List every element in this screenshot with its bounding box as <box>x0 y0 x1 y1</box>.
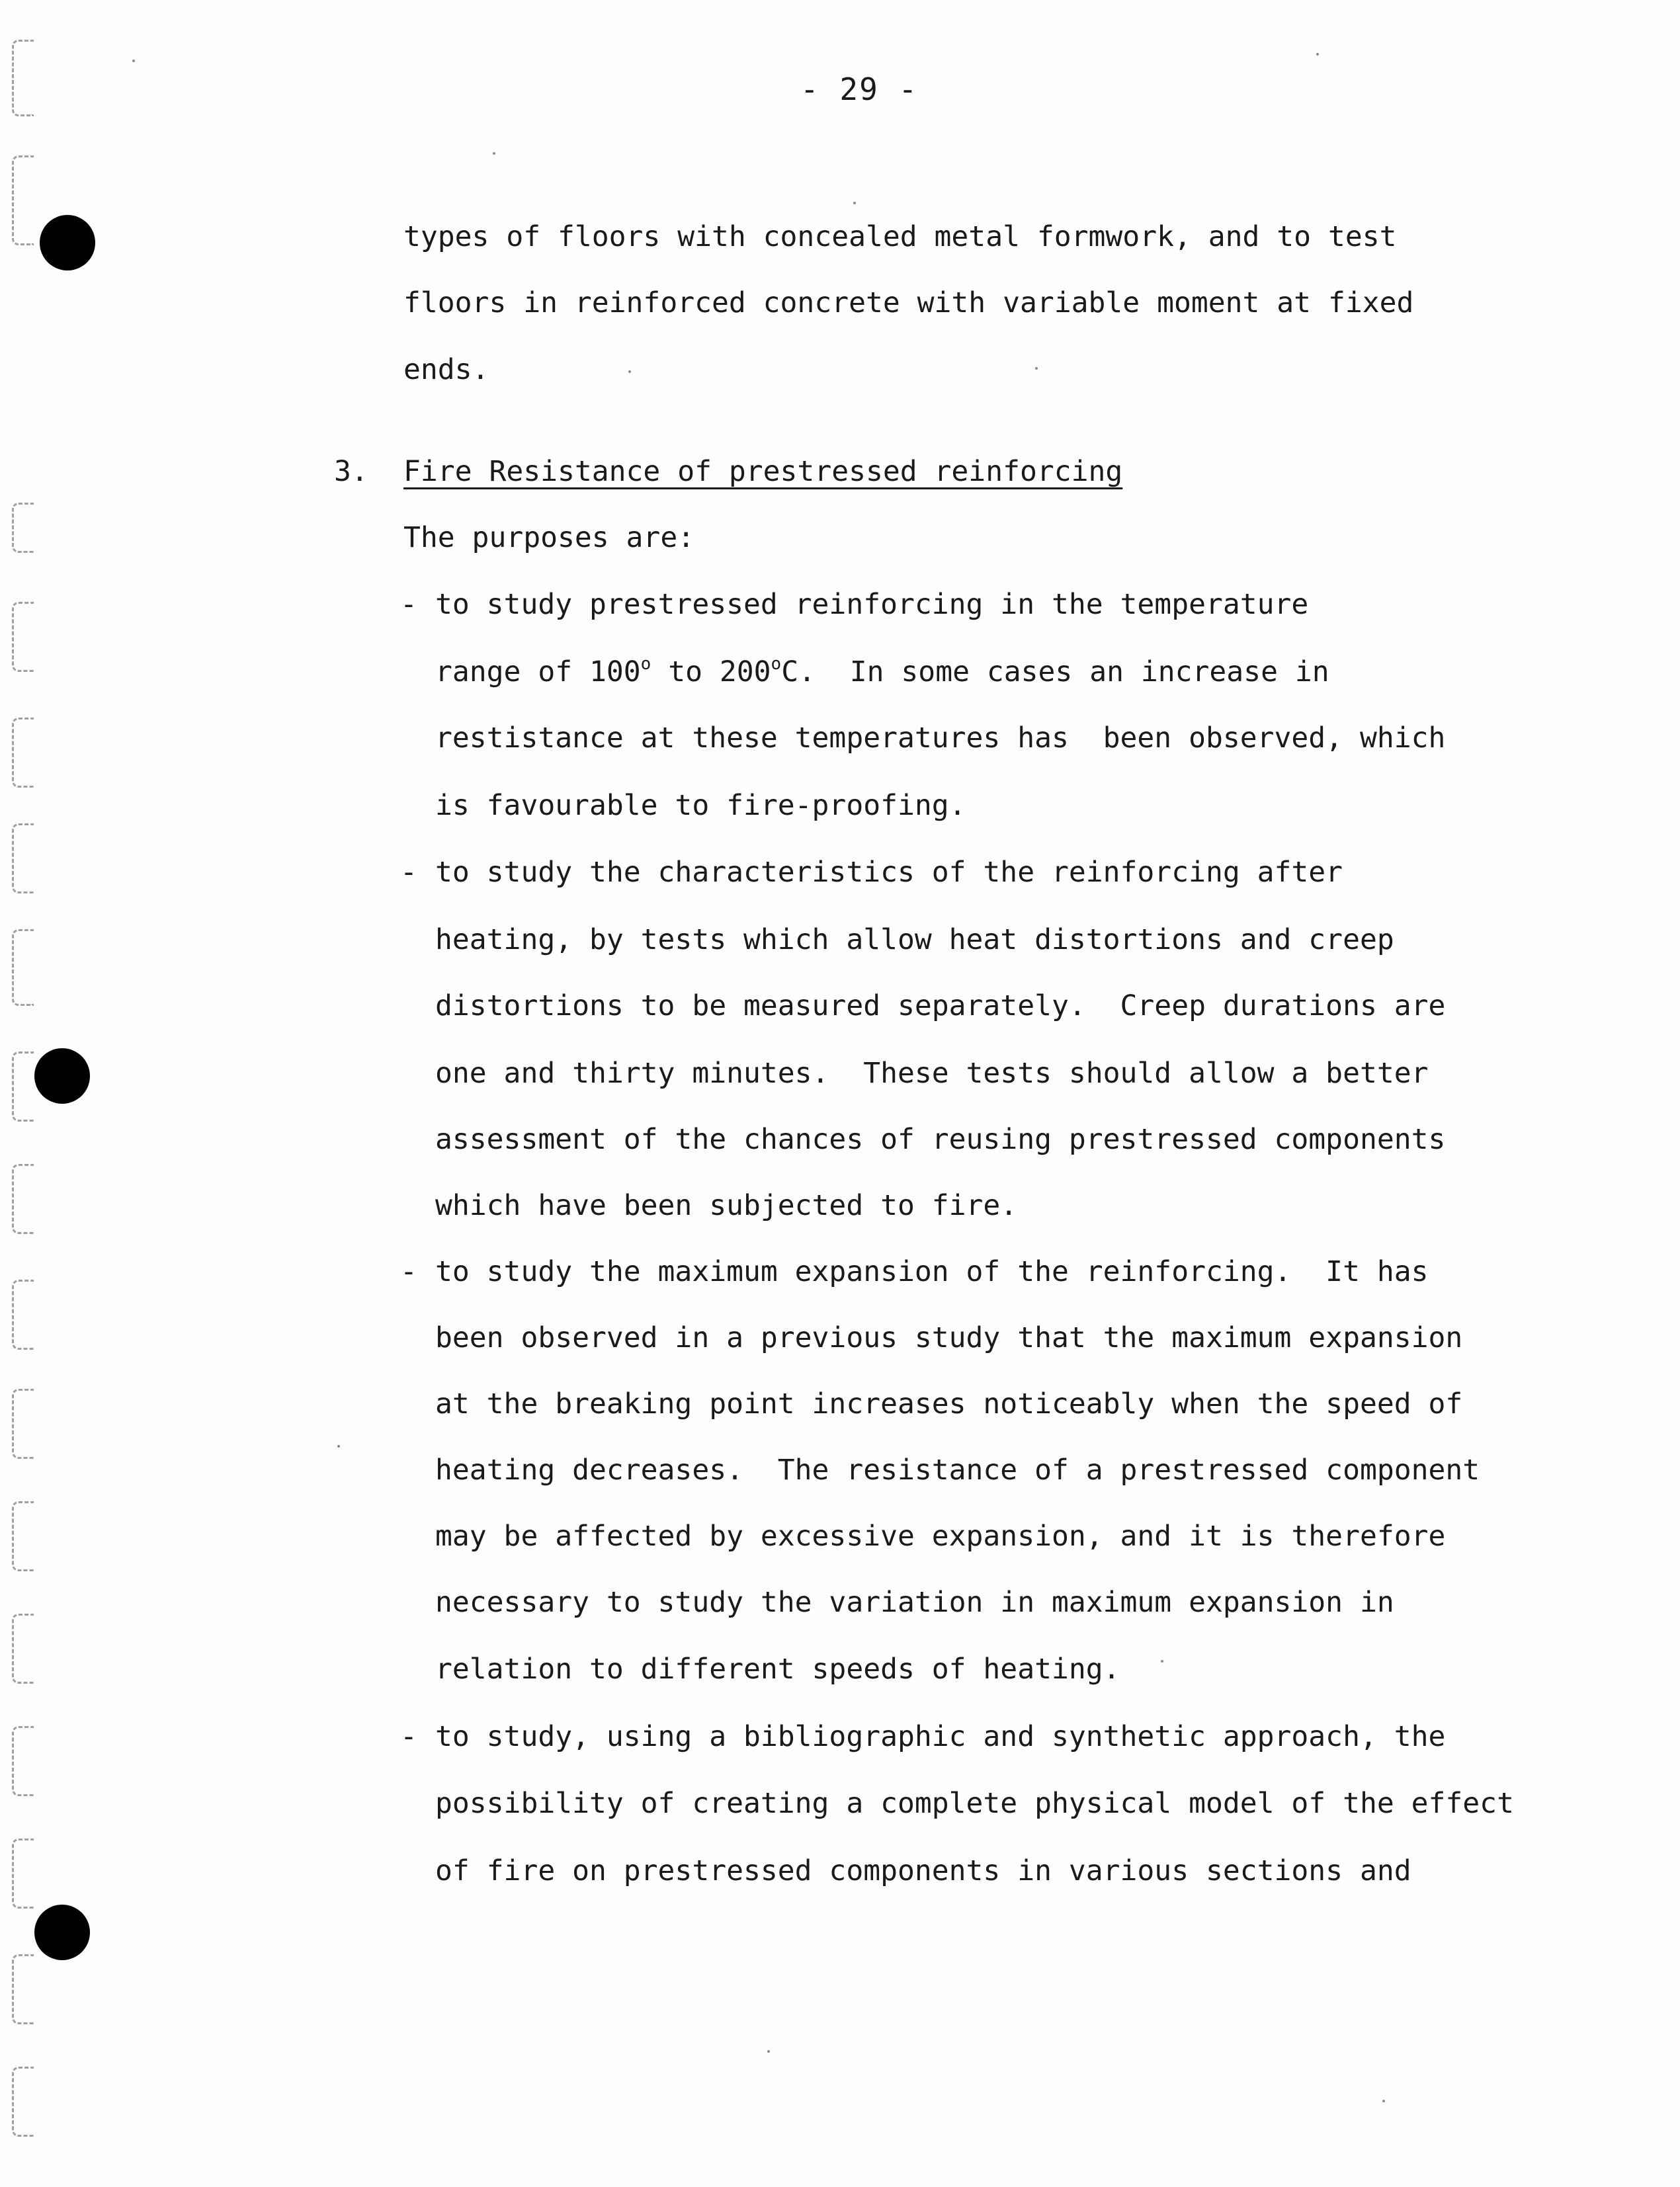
bullet-line: heating decreases. The resistance of a prestressed component <box>435 1454 1480 1487</box>
punch-hole-middle <box>34 1048 90 1104</box>
section-number: 3. <box>334 455 368 488</box>
scan-speck <box>853 202 856 204</box>
binder-mark <box>12 1501 34 1571</box>
bullet-line: of fire on prestressed components in various sections and <box>435 1854 1411 1887</box>
bullet-line: to study, using a bibliographic and synthetic approach, the <box>435 1720 1446 1753</box>
binder-mark <box>12 929 34 1006</box>
bullet-line: which have been subjected to fire. <box>435 1189 1018 1222</box>
bullet-line: at the breaking point increases noticeably when the speed of <box>435 1387 1463 1421</box>
binder-mark <box>12 1838 34 1909</box>
scan-speck <box>1161 1660 1163 1663</box>
bullet-line: to study prestressed reinforcing in the temperature <box>435 588 1309 621</box>
punch-hole-top <box>40 215 95 270</box>
binder-mark <box>12 40 34 116</box>
bullet-marker: - <box>400 856 417 889</box>
bullet-line: possibility of creating a complete physical model of the effect <box>435 1787 1514 1820</box>
scan-speck <box>132 60 135 62</box>
scan-speck <box>1382 2100 1385 2102</box>
bullet-line: may be affected by excessive expansion, and it is therefore <box>435 1520 1446 1553</box>
bullet-marker: - <box>400 588 417 621</box>
bullet-line: necessary to study the variation in maximum expansion in <box>435 1586 1394 1619</box>
scan-speck <box>1316 53 1319 56</box>
section-title: Fire Resistance of prestressed reinforcing <box>403 455 1123 488</box>
binder-mark <box>12 1280 34 1350</box>
binder-mark <box>12 718 34 788</box>
scan-speck <box>1035 367 1038 370</box>
binder-mark <box>12 1726 34 1796</box>
binder-mark <box>12 2067 34 2137</box>
bullet-line: heating, by tests which allow heat distortions and creep <box>435 923 1394 956</box>
degree-symbol: o <box>640 654 651 674</box>
bullet-line: distortions to be measured separately. Creep durations are <box>435 989 1446 1022</box>
scan-speck <box>337 1445 340 1448</box>
temperature-text: C. In some cases an increase in <box>781 655 1329 688</box>
binder-mark <box>12 823 34 893</box>
binder-mark <box>12 1389 34 1459</box>
bullet-line: is favourable to fire-proofing. <box>435 789 966 822</box>
bullet-marker: - <box>400 1255 417 1288</box>
binder-mark <box>12 155 34 245</box>
paragraph-line: types of floors with concealed metal formwork, and to test <box>403 220 1397 253</box>
binder-mark <box>12 602 34 672</box>
bullet-line: one and thirty minutes. These tests should allow a better <box>435 1057 1429 1090</box>
bullet-line: restistance at these temperatures has been observed, which <box>435 722 1446 755</box>
bullet-line: been observed in a previous study that the maximum expansion <box>435 1321 1463 1354</box>
binder-mark <box>12 1052 34 1122</box>
punch-hole-bottom <box>34 1905 90 1960</box>
binder-mark <box>12 1954 34 2024</box>
bullet-line: assessment of the chances of reusing prestressed components <box>435 1123 1446 1156</box>
scan-speck <box>493 152 495 155</box>
paragraph-line: floors in reinforced concrete with variable moment at fixed <box>403 286 1414 319</box>
page-number: - 29 - <box>800 71 919 107</box>
binder-mark <box>12 503 34 553</box>
binder-mark <box>12 1164 34 1234</box>
bullet-line: relation to different speeds of heating. <box>435 1653 1120 1686</box>
temperature-text: to 200 <box>651 655 771 688</box>
paragraph-line: ends. <box>403 353 489 386</box>
bullet-marker: - <box>400 1720 417 1753</box>
bullet-line: to study the characteristics of the reinforcing after <box>435 856 1343 889</box>
scan-speck <box>628 370 631 373</box>
bullet-line <box>435 654 1329 688</box>
binder-mark <box>12 1614 34 1684</box>
bullet-line: to study the maximum expansion of the reinforcing. It has <box>435 1255 1429 1288</box>
temperature-text: range of 100 <box>435 655 641 688</box>
scan-speck <box>767 2050 770 2053</box>
section-intro: The purposes are: <box>403 521 695 554</box>
degree-symbol: o <box>771 654 782 674</box>
